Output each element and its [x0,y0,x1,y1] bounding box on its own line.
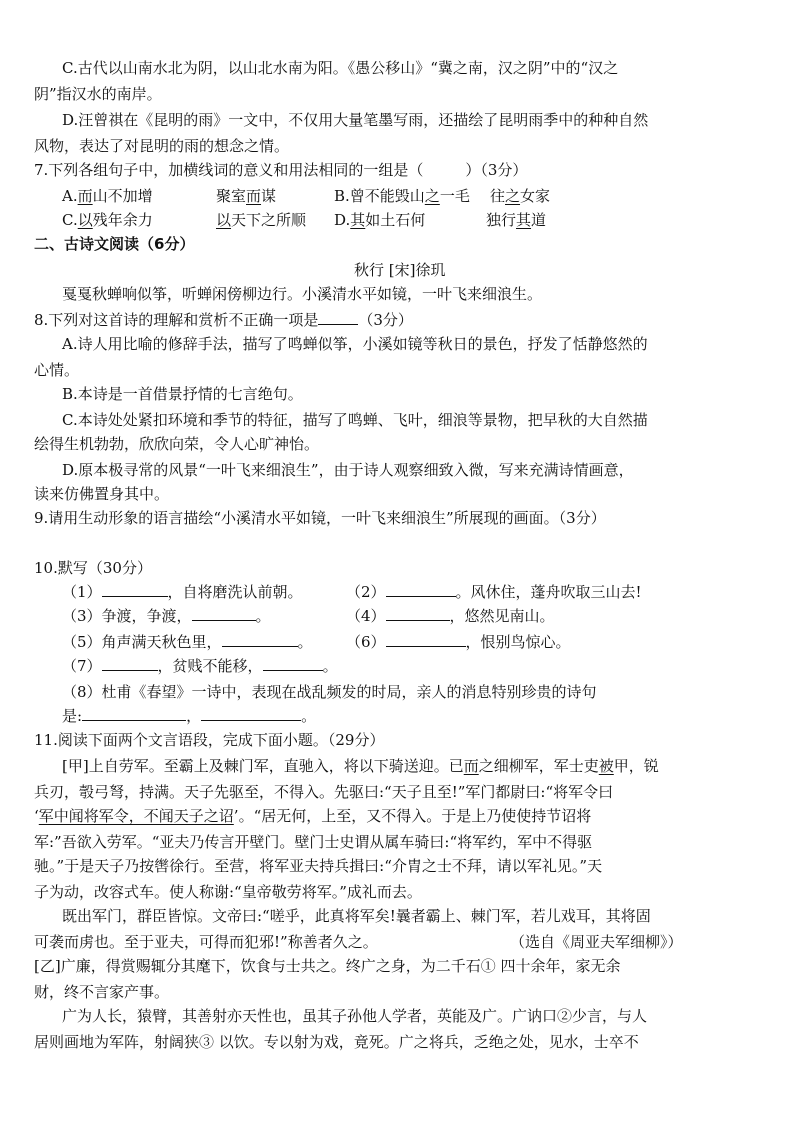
q7-option-c2: 以天下之所顺 [216,211,307,229]
q11-passage-a-line7: 既出军门，群臣皆惊。文帝曰:“嗟乎，此真将军矣!曩者霸上、棘门军，若儿戏耳，其将固 [62,907,651,925]
q6-option-c-line1: C.古代以山南水北为阴，以山北水南为阳。《愚公移山》“冀之南，汉之阴”中的“汉之 [62,59,619,77]
q7-score: ）（3分） [465,161,528,179]
q7-stem-text: 7.下列各组句子中，加横线词的意义和用法相同的一组是（ [34,161,424,179]
q11-passage-a-line2: 兵刃，彀弓弩，持满。天子先驱至，不得入。先驱曰:“天子且至!”军门都尉曰:“将军令曰 [34,783,614,801]
q10-item-4: （4） ，悠然见南山。 [346,607,555,625]
q11-stem: 11.阅读下面两个文言语段，完成下面小题。（29分） [34,731,385,749]
q7-stem [34,158,527,182]
poem-text: 戛戛秋蝉响似筝，听蝉闲傍柳边行。小溪清水平如镜，一叶飞来细浪生。 [62,285,543,303]
q10-item-8: （8）杜甫《春望》一诗中，表现在战乱频发的时局，亲人的消息特别珍贵的诗句 [62,683,597,701]
q7-option-b1: B.曾不能毁山之一毛 [334,187,470,205]
q8-option-a-line2: 心情。 [34,361,80,379]
q7-option-d2: 独行其道 [486,211,547,229]
q11-passage-b-line1: [乙]广廉，得赏赐辄分其麾下，饮食与士共之。终广之身，为二千石① 四十余年，家无余 [34,957,621,975]
q11-passage-a-source: （选自《周亚夫军细柳》） [510,933,683,951]
q10-row-3 [34,630,764,654]
q11-passage-a-line5: 驰。”于是天子乃按辔徐行。至营，将军亚夫持兵揖曰:“介胄之士不拜，请以军礼见。”天 [34,857,603,875]
q11-passage-a-line1: [甲]上自劳军。至霸上及棘门军，直驰入，将以下骑送迎。已而之细柳军，军士吏被甲，锐 [62,757,659,775]
q7-option-a2: 聚室而谋 [216,187,277,205]
q9-stem: 9.请用生动形象的语言描绘“小溪清水平如镜，一叶飞来细浪生”所展现的画面。（3分） [34,509,606,527]
q10-stem: 10.默写（30分） [34,559,152,577]
q6-option-c-line2: 阴”指汉水的南岸。 [34,85,162,103]
q10-item-6: （6） ，恨别鸟惊心。 [346,633,571,651]
q10-blank-1[interactable] [102,581,168,597]
q6-option-d-line2: 风物，表达了对昆明的雨的想念之情。 [34,137,290,155]
q10-blank-6[interactable] [386,631,466,647]
q11-passage-a-line3: ‘军中闻将军令，不闻天子之诏’。“居无何，上至，又不得入。于是上乃使使持节诏将 [34,807,592,825]
q11-passage-a-line8: 可袭而虏也。至于亚夫，可得而犯邪!”称善者久之。 （选自《周亚夫军细柳》） [34,930,764,954]
q10-blank-5[interactable] [222,631,298,647]
q7-row-cd [34,208,764,232]
q10-blank-7b[interactable] [263,655,323,671]
q10-item-7: （7） ，贫贱不能移， 。 [62,657,338,675]
q7-row-ab [34,184,764,208]
q10-blank-7a[interactable] [102,655,158,671]
q7-option-d1: D.其如土石何 [334,211,426,229]
q11-passage-b-line4: 居则画地为军阵，射阔狭③ 以饮。专以射为戏，竟死。广之将兵，乏绝之处，见水，士卒不 [34,1033,639,1051]
poem-title: 秋行 [宋]徐玑 [354,261,446,279]
q10-blank-8b[interactable] [201,705,301,721]
q11-passage-b-line3: 广为人长，猿臂，其善射亦天性也，虽其子孙他人学者，英能及广。广讷口②少言，与人 [62,1007,648,1025]
q10-row-2 [34,604,764,628]
q10-item-3: （3）争渡，争渡， 。 [62,607,271,625]
q8-option-c-line2: 绘得生机勃勃，欣欣向荣，令人心旷神怡。 [34,435,320,453]
q7-option-a1: A.而山不加增 [62,187,153,205]
q11-passage-b-line2: 财，终不言家产事。 [34,983,170,1001]
q10-item-1: （1） ，自将磨洗认前朝。 [62,583,303,601]
q6-option-d-line1: D.汪曾祺在《昆明的雨》一文中，不仅用大量笔墨写雨，还描绘了昆明雨季中的种种自然 [62,111,649,129]
q8-option-d-line2: 读来仿佛置身其中。 [34,485,170,503]
q10-item-2: （2） 。风休住，蓬舟吹取三山去! [346,583,642,601]
q10-row-1 [34,580,764,604]
q8-option-a-line1: A.诗人用比喻的修辞手法，描写了鸣蝉似筝，小溪如镜等秋日的景色，抒发了恬静悠然的 [62,335,648,353]
q10-blank-4[interactable] [386,605,450,621]
q8-option-d-line1: D.原本极寻常的风景“一叶飞来细浪生”，由于诗人观察细致入微，写来充满诗情画意， [62,461,634,479]
section-2-heading: 二、古诗文阅读（6分） [34,235,195,253]
q10-item-5: （5）角声满天秋色里， 。 [62,633,313,651]
q11-passage-a-line6: 子为动，改容式车。使人称谢:“皇帝敬劳将军。”成礼而去。 [34,883,422,901]
q8-option-b: B.本诗是一首借景抒情的七言绝句。 [62,385,303,403]
q10-item-8-answer: 是: ， 。 [62,707,317,725]
q10-blank-8a[interactable] [82,705,186,721]
q7-option-b2: 往之女家 [490,187,551,205]
q8-answer-blank[interactable] [318,309,358,325]
q8-stem: 8.下列对这首诗的理解和赏析不正确一项是 （3分） [34,311,413,329]
q10-blank-3[interactable] [192,605,256,621]
q8-option-c-line1: C.本诗处处紧扣环境和季节的特征，描写了鸣蝉、飞叶，细浪等景物，把早秋的大自然描 [62,411,648,429]
q10-row-4 [34,654,764,678]
q7-option-c1: C.以残年余力 [62,211,153,229]
q11-passage-a-line4: 军:”吾欲入劳军。“亚夫乃传言开壁门。壁门士史谓从属车骑曰:“将军约，军中不得驱 [34,833,593,851]
q10-blank-2[interactable] [386,581,456,597]
